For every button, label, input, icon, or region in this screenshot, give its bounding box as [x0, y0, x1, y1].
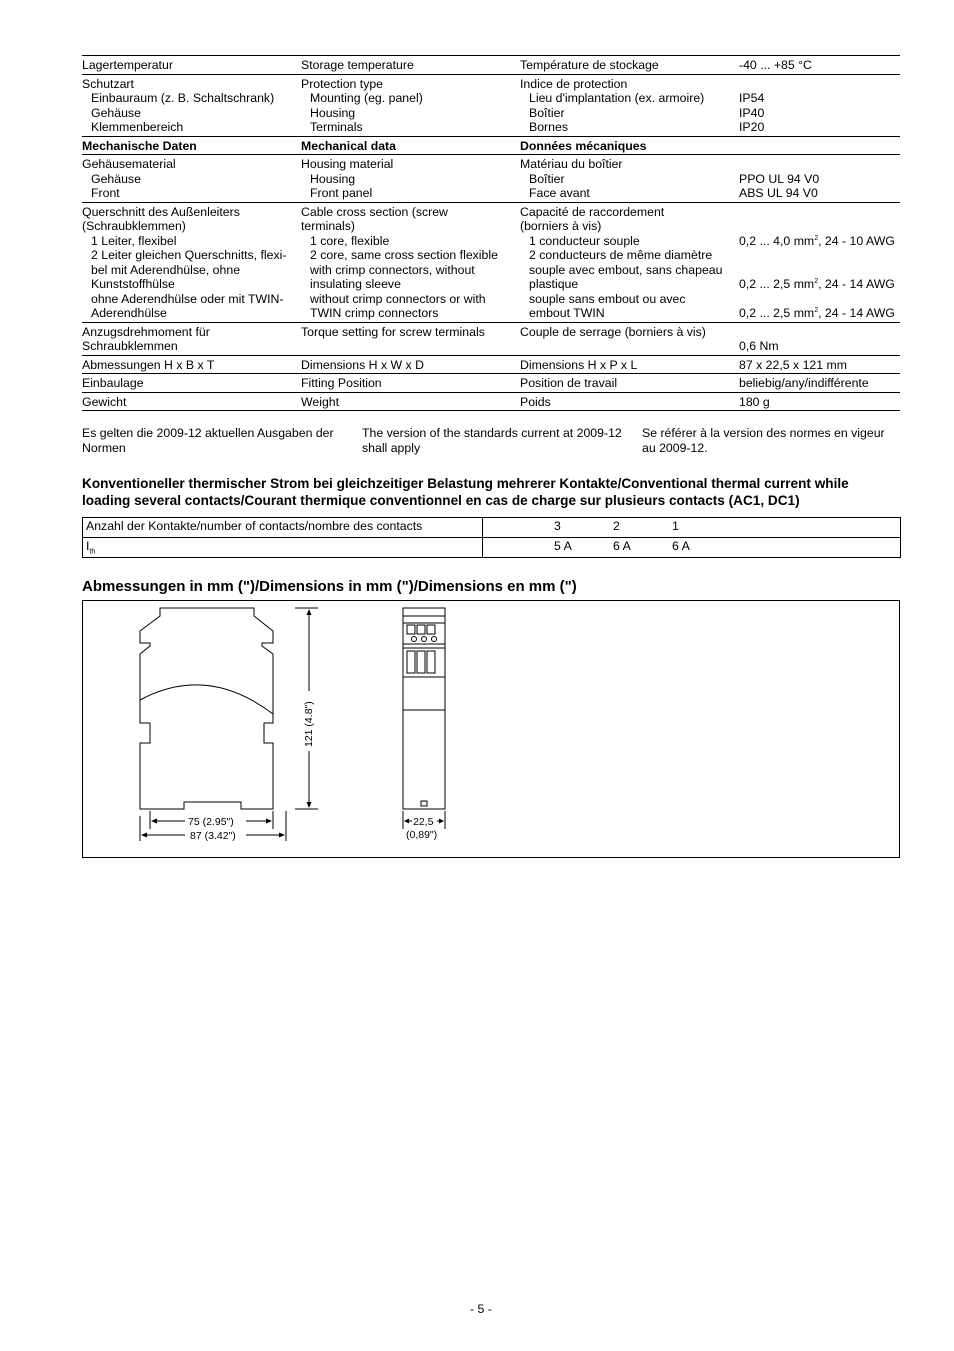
spec-line: insulating sleeve	[310, 277, 401, 291]
spec-line: Front	[91, 186, 120, 200]
spec-line: Position de travail	[520, 376, 618, 390]
spec-line: Schraubklemmen	[82, 339, 178, 353]
height-dimension-label: 121 (4.8")	[303, 701, 315, 747]
spec-line	[739, 205, 900, 220]
spec-cell-val	[739, 155, 900, 203]
spec-line: Poids	[520, 394, 551, 409]
spec-line	[739, 139, 900, 154]
spec-cell-val	[739, 56, 900, 75]
spec-cell-en	[301, 202, 520, 322]
spec-line: Einbauraum (z. B. Schaltschrank)	[91, 91, 275, 105]
spec-row	[82, 202, 900, 322]
spec-line	[739, 248, 900, 263]
spec-cell-de	[82, 322, 301, 355]
spec-line: with crimp connectors, without	[310, 262, 475, 277]
spec-cell-en	[301, 56, 520, 75]
spec-line: Fitting Position	[301, 376, 382, 390]
spec-line: Anzugsdrehmoment für	[82, 324, 210, 339]
contacts-count-label: Anzahl der Kontakte/number of contacts/nombre des contacts	[83, 518, 483, 538]
spec-row	[82, 322, 900, 355]
spec-line: Terminals	[310, 120, 363, 134]
spec-line: 180 g	[739, 394, 770, 409]
contacts-count-value: 3	[554, 519, 561, 533]
spec-cell-en	[301, 155, 520, 203]
spec-line: (Schraubklemmen)	[82, 219, 186, 233]
contacts-table	[82, 517, 901, 558]
spec-row	[82, 136, 900, 155]
spec-line: souple avec embout, sans chapeau	[529, 262, 723, 277]
spec-line: Storage temperature	[301, 58, 414, 72]
spec-cell-de	[82, 136, 301, 155]
spec-line	[739, 292, 900, 307]
spec-cell-val	[739, 202, 900, 322]
spec-cell-en	[301, 374, 520, 393]
standards-note-fr: Se référer à la version des normes en vigeur au 2009-12.	[642, 426, 885, 455]
spec-line: souple sans embout ou avec	[529, 291, 686, 306]
spec-line: (borniers à vis)	[520, 219, 602, 233]
spec-row	[82, 374, 900, 393]
front-view-outline	[140, 608, 273, 809]
spec-row	[82, 355, 900, 374]
spec-line: Face avant	[529, 186, 590, 200]
thermal-current-heading: Konventioneller thermischer Strom bei gleichzeitiger Belastung mehrerer Kontakte/Conventional thermal current while loading several contacts/Courant thermique conventionnel en cas de charge sur plusieurs contacts (AC1, DC1)	[82, 476, 849, 508]
thermal-current-label: $I_{th}$	[83, 538, 483, 558]
spec-line: Indice de protection	[520, 76, 628, 91]
spec-line: IP54	[739, 91, 765, 105]
spec-line: bel mit Aderendhülse, ohne	[91, 262, 241, 277]
spec-line: beliebig/any/indifférente	[739, 376, 869, 390]
side-view-outline	[403, 608, 445, 809]
width-87-dimension-label: 87 (3.42")	[190, 830, 236, 842]
spec-line: ABS UL 94 V0	[739, 186, 818, 200]
spec-line: embout TWIN	[529, 306, 605, 320]
thermal-current-value: 6 A	[672, 539, 690, 553]
spec-line: Données mécaniques	[520, 138, 647, 153]
spec-line: 0,2 ... 4,0 $mm^2$, 24 - 10 AWG	[739, 233, 895, 248]
spec-cell-fr	[520, 374, 739, 393]
spec-row	[82, 74, 900, 136]
spec-line: Gehäusematerial	[82, 157, 176, 171]
spec-line: 0,2 ... 2,5 $mm^2$, 24 - 14 AWG	[739, 306, 895, 320]
spec-line: Housing material	[301, 157, 394, 171]
spec-line: Protection type	[301, 76, 384, 91]
spec-cell-fr	[520, 56, 739, 75]
spec-line: Querschnitt des Außenleiters	[82, 204, 240, 219]
spec-line: Lagertemperatur	[82, 58, 173, 72]
spec-line: 0,2 ... 2,5 $mm^2$, 24 - 14 AWG	[739, 277, 895, 291]
spec-line: Température de stockage	[520, 58, 659, 72]
spec-cell-de	[82, 355, 301, 374]
spec-cell-val	[739, 322, 900, 355]
spec-cell-en	[301, 322, 520, 355]
spec-cell-en	[301, 136, 520, 155]
spec-line: Gehäuse	[91, 105, 141, 120]
spec-line: ohne Aderendhülse oder mit TWIN-	[91, 291, 284, 306]
spec-line: PPO UL 94 V0	[739, 171, 820, 186]
spec-line: plastique	[529, 277, 579, 291]
spec-line: Front panel	[310, 186, 373, 200]
spec-cell-fr	[520, 74, 739, 136]
spec-line: 1 core, flexible	[310, 233, 390, 248]
spec-line: Lieu d'implantation (ex. armoire)	[529, 91, 705, 105]
spec-cell-fr	[520, 392, 739, 411]
spec-line	[739, 219, 900, 234]
spec-line: 1 Leiter, flexibel	[91, 233, 177, 248]
spec-line: Boîtier	[529, 105, 565, 120]
spec-line: Kunststoffhülse	[91, 277, 175, 291]
contacts-count-values	[483, 518, 901, 538]
spec-cell-de	[82, 56, 301, 75]
page-number: - 5 -	[470, 1302, 492, 1316]
spec-table	[82, 55, 900, 411]
spec-line: 2 Leiter gleichen Querschnitts, flexi-	[91, 248, 287, 262]
spec-line: Couple de serrage (borniers à vis)	[520, 324, 706, 339]
spec-line: Dimensions H x P x L	[520, 357, 638, 372]
spec-line: Weight	[301, 394, 340, 409]
spec-cell-en	[301, 355, 520, 374]
spec-line	[739, 77, 900, 92]
spec-line: Klemmenbereich	[91, 120, 184, 134]
spec-line: IP40	[739, 105, 765, 120]
spec-line: Capacité de raccordement	[520, 204, 665, 219]
spec-row	[82, 56, 900, 75]
spec-line: 0,6 Nm	[739, 339, 779, 353]
spec-line: Einbaulage	[82, 376, 144, 390]
spec-cell-fr	[520, 155, 739, 203]
spec-line	[739, 157, 900, 172]
spec-cell-de	[82, 155, 301, 203]
width-75-dimension-label: 75 (2.95")	[188, 816, 234, 828]
spec-cell-val	[739, 74, 900, 136]
depth-inch-dimension-label: (0,89")	[406, 829, 438, 841]
spec-line: Dimensions H x W x D	[301, 357, 424, 372]
spec-cell-de	[82, 374, 301, 393]
thermal-current-row	[83, 538, 901, 558]
standards-note-en: The version of the standards current at 2009-12 shall apply	[362, 426, 622, 455]
spec-line: IP20	[739, 120, 765, 134]
spec-line: TWIN crimp connectors	[310, 306, 439, 320]
spec-cell-val	[739, 392, 900, 411]
spec-line: Gewicht	[82, 394, 127, 409]
thermal-current-values	[483, 538, 901, 558]
spec-line: Matériau du boîtier	[520, 157, 623, 171]
spec-line	[739, 263, 900, 278]
spec-row	[82, 392, 900, 411]
contacts-count-value: 2	[613, 519, 620, 533]
spec-line: Cable cross section (screw	[301, 204, 448, 219]
spec-line: Abmessungen H x B x T	[82, 357, 215, 372]
spec-line: Gehäuse	[91, 171, 141, 186]
spec-cell-val	[739, 374, 900, 393]
spec-line: Schutzart	[82, 76, 134, 91]
spec-cell-de	[82, 74, 301, 136]
spec-cell-val	[739, 136, 900, 155]
spec-line: 2 conducteurs de même diamètre	[529, 248, 713, 262]
spec-cell-de	[82, 392, 301, 411]
spec-line: Boîtier	[529, 171, 565, 186]
front-view-arc	[140, 685, 273, 714]
spec-line	[739, 325, 900, 340]
standards-note-de: Es gelten die 2009-12 aktuellen Ausgaben der Normen	[82, 426, 334, 455]
spec-line: 87 x 22,5 x 121 mm	[739, 357, 847, 372]
spec-cell-fr	[520, 202, 739, 322]
spec-line: Torque setting for screw terminals	[301, 324, 485, 339]
spec-cell-de	[82, 202, 301, 322]
spec-line: Mounting (eg. panel)	[310, 91, 423, 105]
standards-note	[82, 426, 900, 455]
spec-line: 1 conducteur souple	[529, 233, 640, 248]
thermal-current-value: 6 A	[613, 539, 631, 553]
spec-cell-en	[301, 392, 520, 411]
spec-cell-val	[739, 355, 900, 374]
spec-line: terminals)	[301, 219, 355, 233]
spec-line: without crimp connectors or with	[310, 291, 486, 306]
spec-row	[82, 155, 900, 203]
dimension-drawing-svg	[83, 601, 899, 857]
spec-cell-fr	[520, 322, 739, 355]
spec-line: 2 core, same cross section flexible	[310, 248, 498, 262]
contacts-count-value: 1	[672, 519, 679, 533]
spec-line: Bornes	[529, 120, 568, 134]
spec-line: Aderendhülse	[91, 306, 167, 320]
spec-line: -40 ... +85 °C	[739, 58, 812, 72]
spec-line: Mechanische Daten	[82, 138, 197, 153]
spec-line: Mechanical data	[301, 138, 396, 153]
spec-line: Housing	[310, 171, 356, 186]
spec-cell-en	[301, 74, 520, 136]
spec-line: Housing	[310, 105, 356, 120]
depth-dimension-label: 22,5	[413, 816, 434, 828]
spec-cell-fr	[520, 136, 739, 155]
dimension-drawing	[82, 600, 900, 858]
page-content	[82, 55, 900, 842]
spec-cell-fr	[520, 355, 739, 374]
dimensions-heading: Abmessungen in mm (")/Dimensions in mm (")/Dimensions en mm (")	[82, 578, 577, 595]
contacts-count-row	[83, 518, 901, 538]
thermal-current-value: 5 A	[554, 539, 572, 553]
